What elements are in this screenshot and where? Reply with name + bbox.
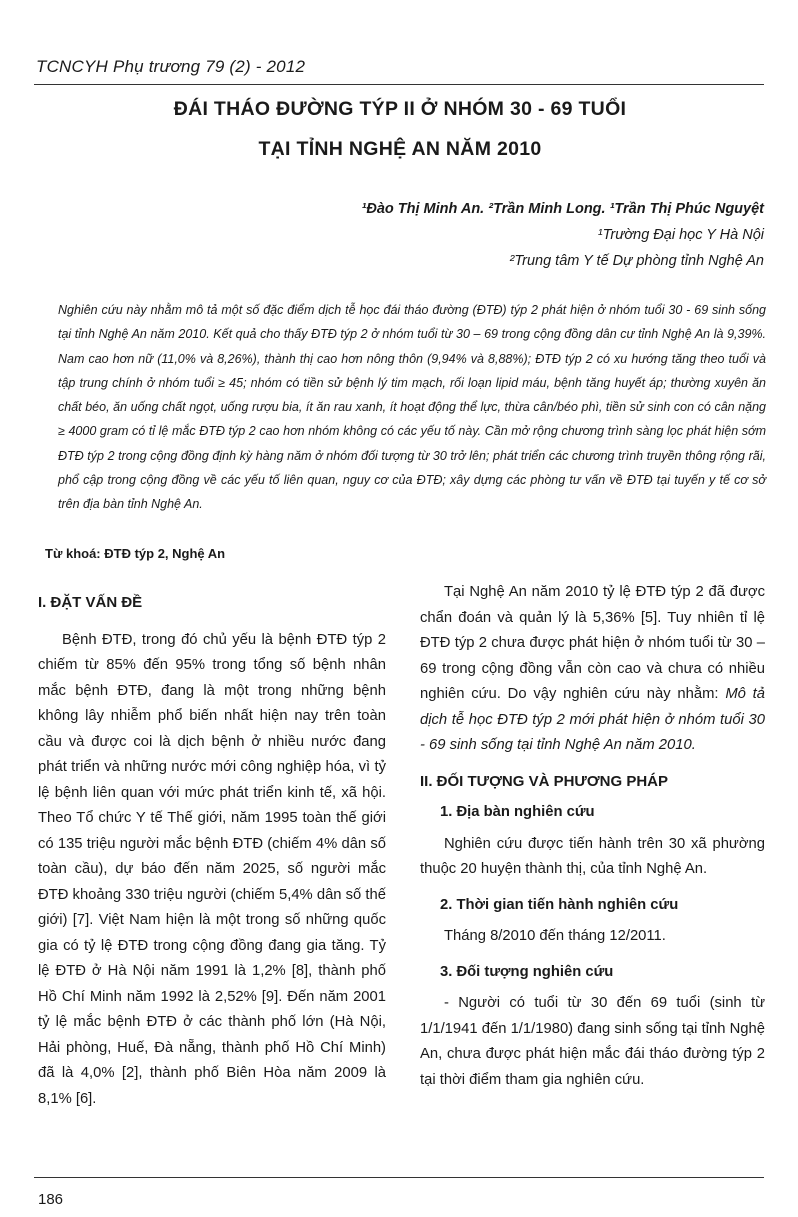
introduction-paragraph: Bệnh ĐTĐ, trong đó chủ yếu là bệnh ĐTĐ týp 2 chiếm từ 85% đến 95% trong tổng số bệnh nhân mắc bệnh ĐTĐ, đang là một trong những bệnh không lây nhiễm phổ biến nhất hiện nay trên toàn cầu và được coi là dịch bệnh ở nhiều nước đang phát triển và những nước mới công nghiệp hóa, vì tỷ lệ bệnh liên quan với mức phát triển kinh tế, xã hội. Theo Tổ chức Y tế Thế giới, năm 1995 toàn thế giới có 135 triệu người mắc bệnh ĐTĐ (chiếm 4% dân số toàn cầu), dự báo đến năm 2025, số người mắc ĐTĐ khoảng 330 triệu người (chiếm 5,4% dân số thế giới) [7]. Việt Nam hiện là một trong số những quốc gia có tỷ lệ ĐTĐ trong cộng đồng đang gia tăng. Tỷ lệ ĐTĐ ở Hà Nội năm 1991 là 1,2% [8], thành phố Hồ Chí Minh năm 1992 là 2,52% [9]. Đến năm 2001 tỷ lệ mắc bệnh ĐTĐ ở các thành phố lớn (Hà Nội, Hải phòng, Huế, Đà nẵng, thành phố Hồ Chí Minh) đã là 4,0% [2], thành phố Biên Hòa năm 2009 là 8,1% [6].: [38, 631, 386, 1107]
intro-text: Tại Nghệ An năm 2010 tỷ lệ ĐTĐ týp 2 đã được chẩn đoán và quản lý là 5,36% [5]. Tuy nhiên tỉ lệ ĐTĐ týp 2 chưa được phát hiện ở nhóm tuổi từ 30 – 69 trong cộng đồng vẫn còn cao và chưa có nhiều nghiên cứu. Do vậy nghiên cứu này nhằm:: [420, 584, 765, 702]
article-title-line1: ĐÁI THÁO ĐƯỜNG TÝP II Ở NHÓM 30 - 69 TUỔI: [173, 98, 627, 120]
abstract: Nghiên cứu này nhằm mô tả một số đặc điểm dịch tễ học đái tháo đường (ĐTĐ) týp 2 phát hiện ở nhóm tuổi 30 - 69 sinh sống tại tỉnh Nghệ An năm 2010. Kết quả cho thấy ĐTĐ týp 2 ở nhóm tuổi từ 30 – 69 trong cộng đồng dân cư tỉnh Nghệ An là 9,39%. Nam cao hơn nữ (11,0% và 8,26%), thành thị cao hơn nông thôn (9,94% và 8,88%); ĐTĐ týp 2 có xu hướng tăng theo tuổi và tập trung chính ở nhóm tuổi ≥ 45; nhóm có tiền sử bệnh lý tim mạch, rối loạn lipid máu, bệnh tăng huyết áp; thường xuyên ăn chất béo, ăn uống chất ngọt, uống rượu bia, ít ăn rau xanh, ít hoạt động thể lực, thừa cân/béo phì, tiền sử sinh con có cân nặng ≥ 4000 gram có tỉ lệ mắc ĐTĐ týp 2 cao hơn nhóm không có các yếu tố này. Cần mở rộng chương trình sàng lọc phát hiện sớm ĐTĐ týp 2 trong cộng đồng định kỳ hàng năm ở nhóm đối tượng từ 30 trở lên; phát triển các chương trình truyền thông rộng rãi, phổ cập trong cộng đồng về các yếu tố liên quan, nguy cơ của ĐTĐ; xây dựng các phòng tư vấn về ĐTĐ tại tuyến y tế cơ sở trên địa bàn tỉnh Nghệ An.: [58, 303, 766, 512]
affiliation-2: ²Trung tâm Y tế Dự phòng tỉnh Nghệ An: [509, 253, 764, 269]
section-heading-methods: II. ĐỐI TƯỢNG VÀ PHƯƠNG PHÁP: [420, 772, 668, 790]
authors: ¹Đào Thị Minh An. ²Trần Minh Long. ¹Trần Thị Phúc Nguyệt: [361, 201, 764, 217]
keywords: Từ khoá: ĐTĐ týp 2, Nghệ An: [45, 546, 226, 561]
right-column: [420, 580, 765, 1093]
affiliation-1: ¹Trường Đại học Y Hà Nội: [597, 227, 764, 243]
subheading-study-time: 2. Thời gian tiến hành nghiên cứu: [440, 896, 679, 913]
page-number: 186: [38, 1191, 64, 1208]
journal-header: TCNCYH Phụ trương 79 (2) - 2012: [36, 57, 306, 76]
subheading-study-subjects: 3. Đối tượng nghiên cứu: [440, 963, 614, 980]
study-time-text: Tháng 8/2010 đến tháng 12/2011.: [444, 928, 666, 944]
footer-rule: [34, 1177, 764, 1178]
study-area-text: Nghiên cứu được tiến hành trên 30 xã phường thuộc 20 huyện thành thị, của tỉnh Nghệ An.: [420, 835, 765, 877]
study-subjects-text: - Người có tuổi từ 30 đến 69 tuổi (sinh từ 1/1/1941 đến 1/1/1980) đang sinh sống tại tỉnh Nghệ An, chưa được phát hiện mắc đái tháo đường týp 2 tại thời điểm tham gia nghiên cứu.: [420, 995, 765, 1088]
section-heading-introduction: I. ĐẶT VẤN ĐỀ: [38, 594, 143, 611]
study-objective: Mô tả dịch tễ học ĐTĐ týp 2 mới phát hiện ở nhóm tuổi 30 - 69 sinh sống tại tỉnh Nghệ An năm 2010.: [420, 686, 765, 753]
header-rule: [34, 84, 764, 85]
subheading-study-area: 1. Địa bàn nghiên cứu: [440, 804, 595, 820]
introduction-continued: [420, 580, 765, 759]
article-title-line2: TẠI TỈNH NGHỆ AN NĂM 2010: [258, 138, 542, 160]
author-block: [362, 196, 764, 274]
left-column: [38, 590, 386, 1112]
